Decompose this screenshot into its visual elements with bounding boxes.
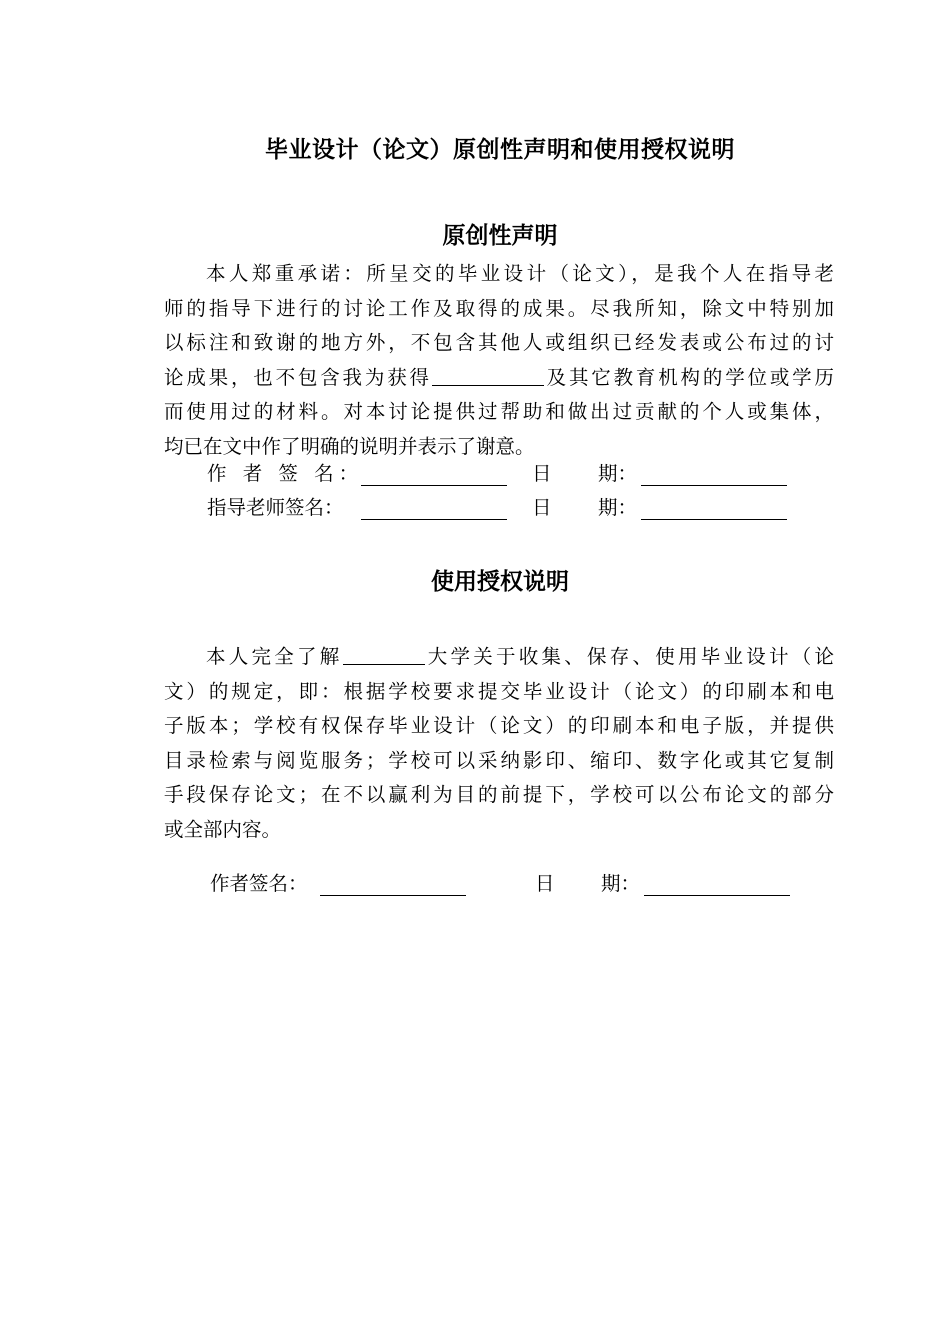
originality-paragraph — [164, 257, 834, 465]
university-blank[interactable] — [343, 642, 425, 665]
paragraph-text: 本人完全了解 — [206, 645, 343, 668]
institution-blank[interactable] — [432, 363, 544, 386]
date-label: 日 — [535, 872, 555, 895]
date-label: 期： — [598, 496, 638, 519]
advisor-date-field[interactable] — [641, 499, 787, 520]
authorization-signature-field[interactable] — [320, 875, 466, 896]
page-title: 毕业设计（论文）原创性声明和使用授权说明 — [265, 137, 735, 163]
paragraph-line: 或全部内容。 — [164, 817, 282, 841]
paragraph-line — [164, 640, 834, 675]
paragraph-line: 目录检索与阅览服务；学校可以采纳影印、缩印、数字化或其它复制 — [164, 748, 834, 772]
paragraph-text: 大学关于收集、保存、使用毕业设计（论 — [424, 645, 834, 668]
date-label: 日 — [532, 462, 552, 485]
paragraph-line: 子版本；学校有权保存毕业设计（论文）的印刷本和电子版，并提供 — [164, 714, 834, 738]
paragraph-line — [164, 361, 834, 396]
author-date-field[interactable] — [641, 465, 787, 486]
date-label: 日 — [532, 496, 552, 519]
author-signature-field[interactable] — [361, 465, 507, 486]
paragraph-text: 论成果，也不包含我为获得 — [164, 365, 432, 389]
authorization-date-field[interactable] — [644, 875, 790, 896]
paragraph-line: 而使用过的材料。对本讨论提供过帮助和做出过贡献的个人或集体， — [164, 400, 834, 424]
paragraph-line: 手段保存论文；在不以赢利为目的前提下，学校可以公布论文的部分 — [164, 783, 834, 807]
authorization-heading: 使用授权说明 — [431, 569, 569, 595]
originality-heading: 原创性声明 — [442, 223, 558, 249]
paragraph-line: 均已在文中作了明确的说明并表示了谢意。 — [164, 434, 535, 458]
paragraph-line: 文）的规定，即：根据学校要求提交毕业设计（论文）的印刷本和电 — [164, 679, 834, 703]
paragraph-line: 本人郑重承诺：所呈交的毕业设计（论文），是我个人在指导老 — [206, 262, 834, 285]
date-label: 期： — [601, 872, 641, 895]
authorization-author-label: 作者签名： — [210, 872, 308, 895]
advisor-signature-label: 指导老师签名： — [207, 496, 344, 519]
author-signature-label: 作 者 签 名： — [207, 462, 364, 485]
authorization-paragraph — [164, 640, 834, 848]
paragraph-line: 师的指导下进行的讨论工作及取得的成果。尽我所知，除文中特别加 — [164, 296, 834, 320]
date-label: 期： — [598, 462, 638, 485]
advisor-signature-field[interactable] — [361, 499, 507, 520]
paragraph-line: 以标注和致谢的地方外，不包含其他人或组织已经发表或公布过的讨 — [164, 331, 834, 355]
paragraph-text: 及其它教育机构的学位或学历 — [543, 365, 834, 389]
